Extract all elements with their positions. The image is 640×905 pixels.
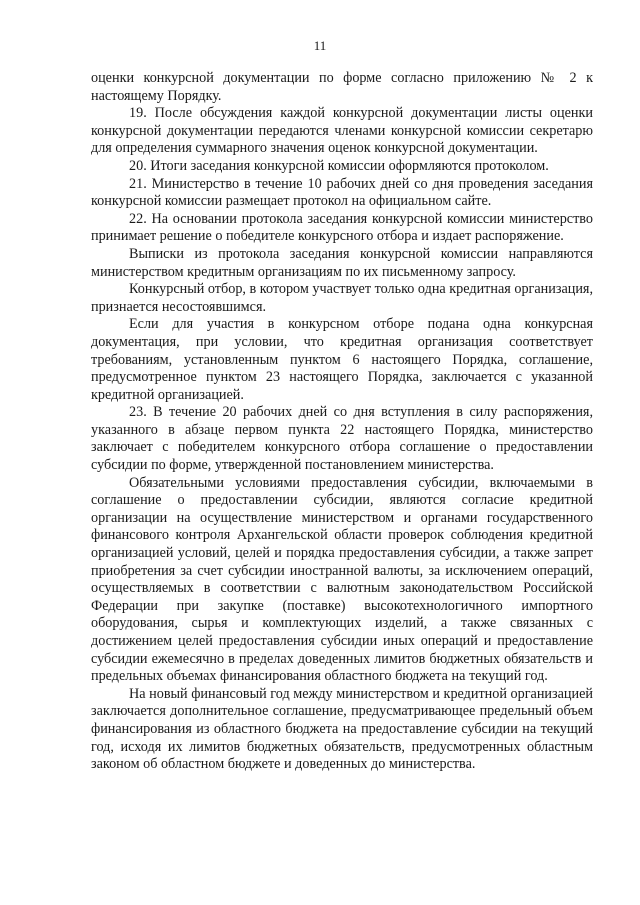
paragraph-new-financial-year: На новый финансовый год между министерством и кредитной организацией заключается дополнительное соглашение, предусматривающее предельный объем финансирования из областного бюджета на предоставление субсидии на текущий год, исходя их лимитов бюджетных обязательств, предусмотренных областным законом об областном бюджете и доведенных до министерства. <box>91 685 593 773</box>
paragraph-extracts: Выписки из протокола заседания конкурсной комиссии направляются министерством кредитным организациям по их письменному запросу. <box>91 245 593 280</box>
paragraph-single-participant: Конкурсный отбор, в котором участвует только одна кредитная организация, признается несостоявшимся. <box>91 281 593 315</box>
paragraph-item-19: 19. После обсуждения каждой конкурсной документации листы оценки конкурсной документации передаются членами конкурсной комиссии секретарю для определения суммарного значения оценок конкурсной документации. <box>91 105 593 157</box>
paragraph-mandatory-conditions: Обязательными условиями предоставления субсидии, включаемыми в соглашение о предоставлении субсидии, являются согласие кредитной организации на осуществление министерством и органами государственного финансового контроля Архангельской области проверок соблюдения кредитной организацией условий, целей и порядка предоставления субсидии, а также запрет приобретения за счет субсидии иностранной валюты, за исключением операций, осуществляемых в соответствии с валютным законодательством Российской Федерации при закупке (поставке) высокотехнологичного импортного оборудования, сырья и комплектующих изделий, а также связанных с достижением целей предоставления субсидии иных операций и предоставление субсидии ежемесячно в пределах доведенных лимитов бюджетных обязательств и предельных объемах финансирования областного бюджета на текущий год. <box>91 474 593 685</box>
paragraph-single-documentation: Если для участия в конкурсном отборе подана одна конкурсная документация, при условии, что кредитная организация соответствует требованиям, установленным пунктом 6 настоящего Порядка, соглашение, предусмотренное пунктом 23 настоящего Порядка, заключается с указанной кредитной организацией. <box>91 316 593 403</box>
paragraph-item-22: 22. На основании протокола заседания конкурсной комиссии министерство принимает решение о победителе конкурсного отбора и издает распоряжение. <box>91 210 593 245</box>
paragraph-item-23: 23. В течение 20 рабочих дней со дня вступления в силу распоряжения, указанного в абзаце первом пункта 22 настоящего Порядка, министерство заключает с победителем конкурсного отбора соглашение о предоставлении субсидии по форме, утвержденной постановлением министерства. <box>91 404 593 474</box>
document-body <box>91 70 593 774</box>
paragraph-item-21: 21. Министерство в течение 10 рабочих дней со дня проведения заседания конкурсной комиссии размещает протокол на официальном сайте. <box>91 175 593 210</box>
paragraph-item-20: 20. Итоги заседания конкурсной комиссии оформляются протоколом. <box>129 157 549 174</box>
paragraph-continuation: оценки конкурсной документации по форме согласно приложению № 2 к настоящему Порядку. <box>91 70 593 104</box>
page-number: 11 <box>313 38 327 53</box>
